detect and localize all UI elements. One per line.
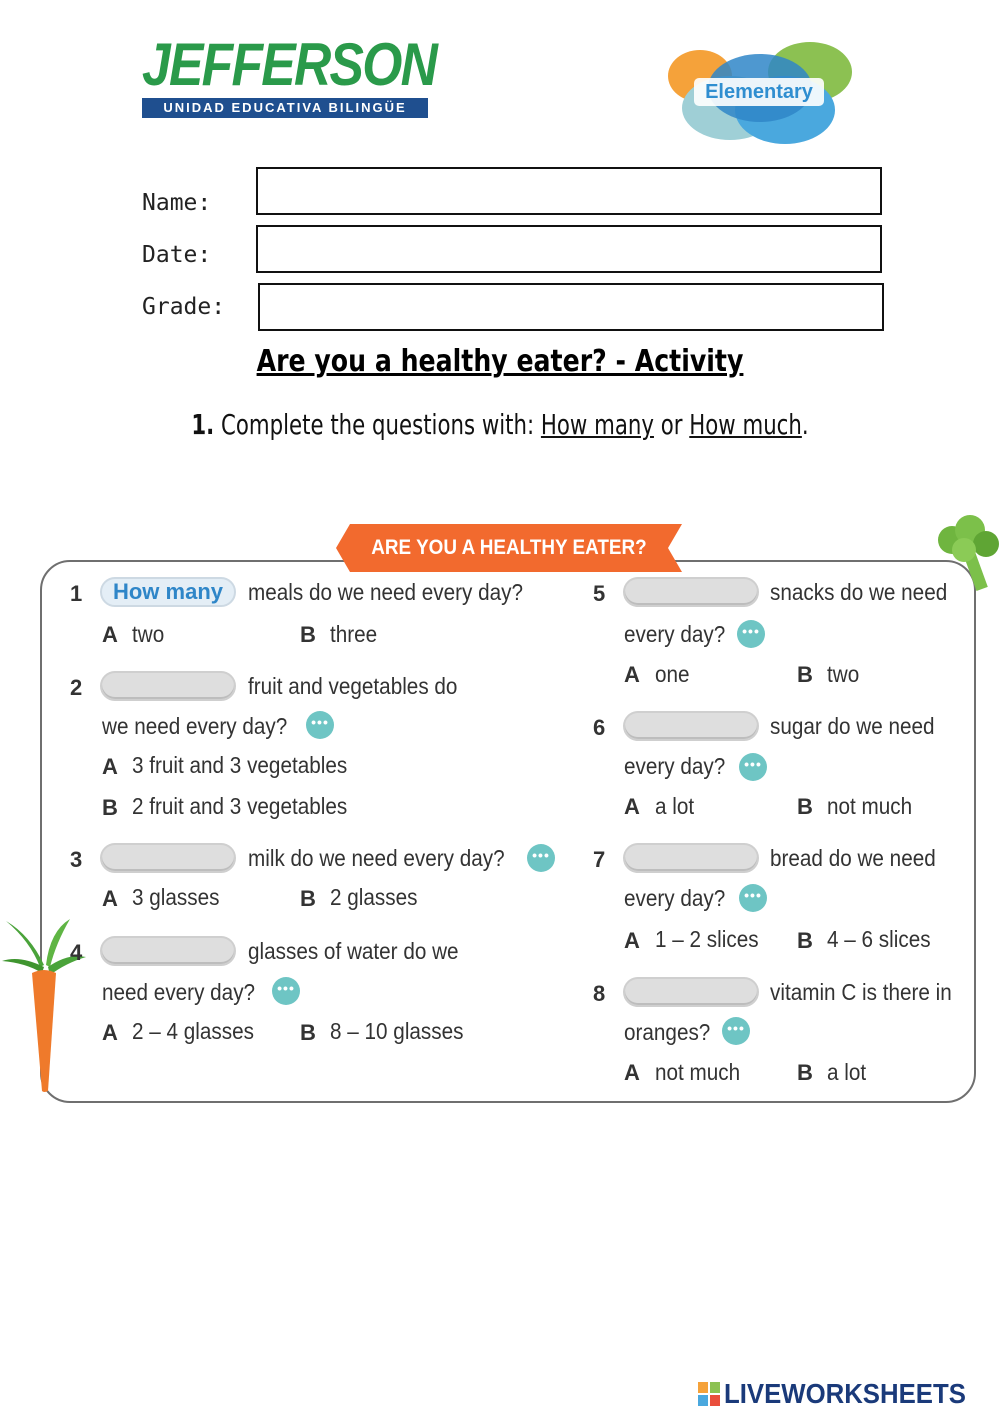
grade-field[interactable]: [258, 283, 884, 331]
q7-text2: every day?: [624, 885, 726, 911]
q2-b-text: 2 fruit and 3 vegetables: [132, 793, 348, 819]
q4-b-label: B: [300, 1020, 316, 1045]
liveworksheets-logo-icon: [698, 1382, 720, 1406]
q5-blank[interactable]: [623, 577, 759, 607]
q7-number: 7: [593, 847, 606, 872]
q3-a-text: 3 glasses: [132, 884, 220, 910]
name-label: Name:: [142, 190, 212, 216]
q1-b-label: B: [300, 622, 316, 647]
q3-b-text: 2 glasses: [330, 884, 418, 910]
q5-text2: every day?: [624, 621, 726, 647]
q3-b-label: B: [300, 886, 316, 911]
q8-text1: vitamin C is there in: [770, 979, 952, 1005]
q1-a-label: A: [102, 622, 118, 647]
instruction: [120, 408, 880, 441]
q2-number: 2: [70, 675, 83, 700]
q7-blank[interactable]: [623, 843, 759, 873]
q7-b-text: 4 – 6 slices: [827, 926, 931, 952]
q2-b-label: B: [102, 795, 118, 820]
q1-text: meals do we need every day?: [248, 579, 524, 605]
q3-number: 3: [70, 847, 83, 872]
option-how-many: How many: [540, 408, 654, 441]
q5-number: 5: [593, 581, 606, 606]
q7-a-text: 1 – 2 slices: [655, 926, 759, 952]
q2-a-text: 3 fruit and 3 vegetables: [132, 752, 348, 778]
q5-a-text: one: [655, 661, 690, 687]
q1-a-text: two: [132, 621, 165, 647]
elementary-badge: Elementary: [694, 78, 824, 106]
q8-speech-icon: •••: [722, 1017, 750, 1045]
q8-a-text: not much: [655, 1059, 741, 1085]
q8-a-label: A: [624, 1060, 640, 1085]
q4-a-label: A: [102, 1020, 118, 1045]
q1-b-text: three: [330, 621, 378, 647]
q4-number: 4: [70, 940, 83, 965]
q3-blank[interactable]: [100, 843, 236, 873]
q7-b-label: B: [797, 928, 813, 953]
q3-a-label: A: [102, 886, 118, 911]
q2-speech-icon: •••: [306, 711, 334, 739]
footer-brand: LIVEWORKSHEETS: [724, 1378, 966, 1409]
q4-text2: need every day?: [102, 979, 256, 1005]
q5-b-text: two: [827, 661, 860, 687]
q5-speech-icon: •••: [737, 620, 765, 648]
q8-b-text: a lot: [827, 1059, 867, 1085]
q3-speech-icon: •••: [527, 844, 555, 872]
q6-speech-icon: •••: [739, 753, 767, 781]
q1-number: 1: [70, 581, 83, 606]
q6-blank[interactable]: [623, 711, 759, 741]
q3-text: milk do we need every day?: [248, 845, 505, 871]
school-logo: JEFFERSON: [142, 31, 437, 98]
q4-speech-icon: •••: [272, 977, 300, 1005]
instruction-number: 1.: [191, 408, 215, 441]
q8-text2: oranges?: [624, 1019, 711, 1045]
q6-text2: every day?: [624, 753, 726, 779]
q7-a-label: A: [624, 928, 640, 953]
instruction-connector: or: [660, 408, 683, 441]
instruction-end: .: [801, 408, 809, 441]
grade-label: Grade:: [142, 294, 226, 320]
q2-blank[interactable]: [100, 671, 236, 701]
q6-a-text: a lot: [655, 793, 695, 819]
instruction-text: Complete the questions with:: [221, 408, 535, 441]
q8-b-label: B: [797, 1060, 813, 1085]
q4-b-text: 8 – 10 glasses: [330, 1018, 464, 1044]
q4-a-text: 2 – 4 glasses: [132, 1018, 254, 1044]
name-field[interactable]: [256, 167, 882, 215]
q2-text1: fruit and vegetables do: [248, 673, 458, 699]
school-subtitle: UNIDAD EDUCATIVA BILINGÜE: [142, 98, 428, 118]
q6-a-label: A: [624, 794, 640, 819]
date-field[interactable]: [256, 225, 882, 273]
date-label: Date:: [142, 242, 212, 268]
q5-text1: snacks do we need: [770, 579, 948, 605]
q4-text1: glasses of water do we: [248, 938, 459, 964]
q6-number: 6: [593, 715, 606, 740]
q2-a-label: A: [102, 754, 118, 779]
option-how-much: How much: [689, 408, 802, 441]
q7-text1: bread do we need: [770, 845, 936, 871]
q6-b-text: not much: [827, 793, 913, 819]
page-title: Are you a healthy eater? - Activity: [256, 344, 744, 379]
q4-blank[interactable]: [100, 936, 236, 966]
activity-banner: ARE YOU A HEALTHY EATER?: [371, 536, 647, 559]
q6-text1: sugar do we need: [770, 713, 935, 739]
q7-speech-icon: •••: [739, 884, 767, 912]
q5-a-label: A: [624, 662, 640, 687]
q8-blank[interactable]: [623, 977, 759, 1007]
q6-b-label: B: [797, 794, 813, 819]
q2-text2: we need every day?: [102, 713, 288, 739]
q8-number: 8: [593, 981, 606, 1006]
q5-b-label: B: [797, 662, 813, 687]
q1-answer[interactable]: How many: [100, 577, 236, 607]
